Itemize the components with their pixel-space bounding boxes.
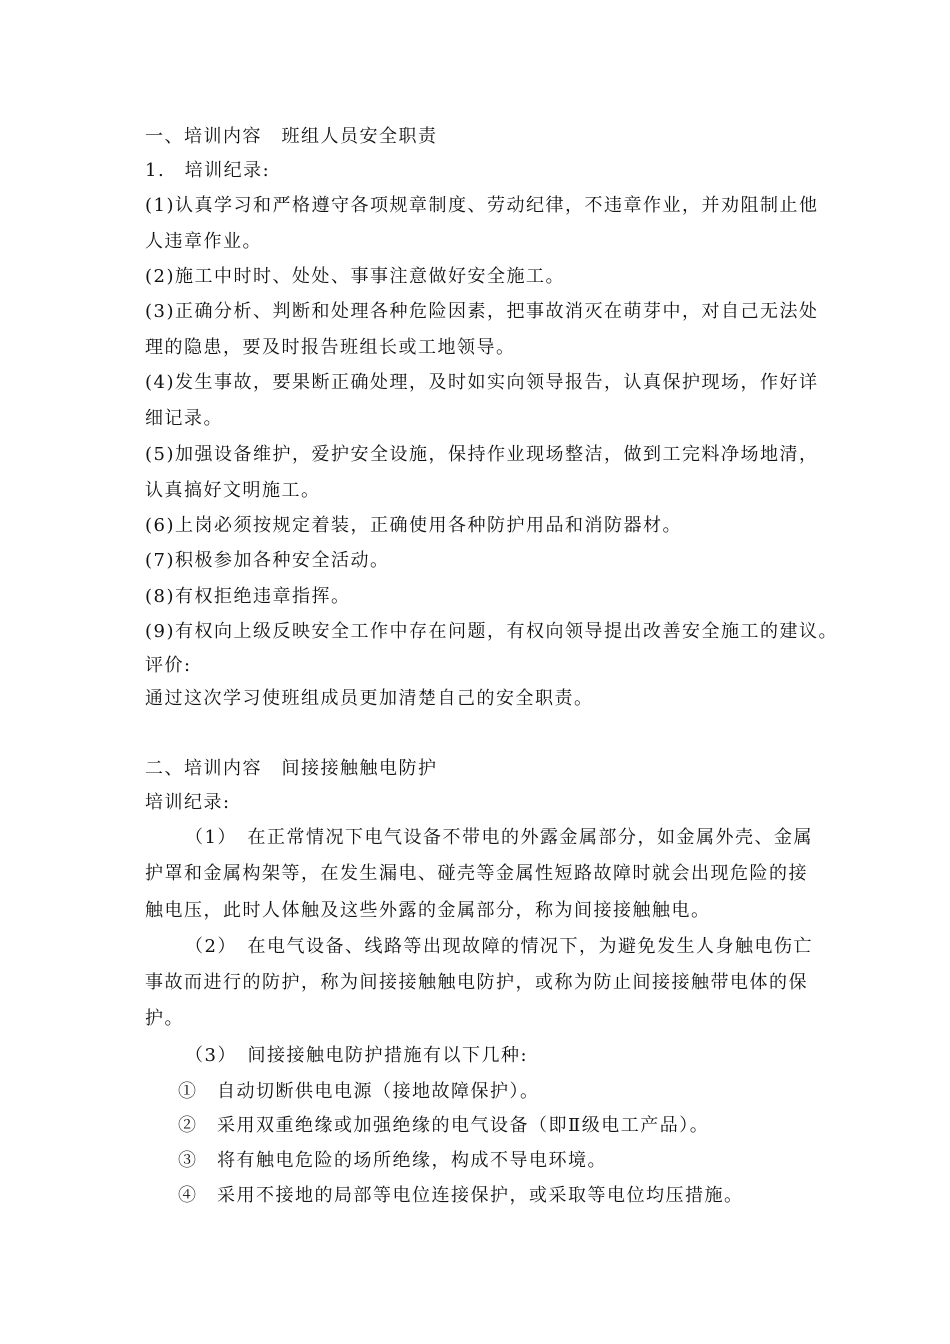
section2-line: ④ 采用不接地的局部等电位连接保护，或采取等电位均压措施。 xyxy=(178,1185,744,1206)
section2-subheading: 培训纪录: xyxy=(145,792,231,813)
section1-line: (5)加强设备维护，爱护安全设施，保持作业现场整洁，做到工完料净场地清， xyxy=(145,444,819,465)
section1-line: (8)有权拒绝违章指挥。 xyxy=(145,586,351,607)
section2-line: 护罩和金属构架等，在发生漏电、碰壳等金属性短路故障时就会出现危险的接 xyxy=(145,863,808,884)
section1-line: 理的隐患，要及时报告班组长或工地领导。 xyxy=(145,337,516,358)
section1-line: (9)有权向上级反映安全工作中存在问题，有权向领导提出改善安全施工的建议。 xyxy=(145,621,838,642)
section2-line: ② 采用双重绝缘或加强绝缘的电气设备（即Ⅱ级电工产品）。 xyxy=(178,1115,710,1136)
evaluation-label: 评价: xyxy=(145,655,192,676)
section1-subheading: 1. 培训纪录: xyxy=(145,160,271,181)
section1-line: 认真搞好文明施工。 xyxy=(145,480,321,501)
section1-line: (2)施工中时时、处处、事事注意做好安全施工。 xyxy=(145,266,565,287)
section1-line: 人违章作业。 xyxy=(145,231,262,252)
section2-heading: 二、培训内容 间接接触触电防护 xyxy=(145,758,438,779)
section2-line: ③ 将有触电危险的场所绝缘，构成不导电环境。 xyxy=(178,1150,607,1171)
section2-line: 事故而进行的防护，称为间接接触触电防护，或称为防止间接接触带电体的保 xyxy=(145,972,808,993)
section2-line: ① 自动切断供电电源（接地故障保护）。 xyxy=(178,1081,540,1102)
section2-line: （3） 间接接触电防护措施有以下几种: xyxy=(185,1045,529,1066)
section2-line: 触电压，此时人体触及这些外露的金属部分，称为间接接触触电。 xyxy=(145,900,711,921)
section1-line: (1)认真学习和严格遵守各项规章制度、劳动纪律，不违章作业，并劝阻制止他 xyxy=(145,195,819,216)
section2-line: 护。 xyxy=(145,1008,184,1029)
section1-line: (4)发生事故，要果断正确处理，及时如实向领导报告，认真保护现场，作好详 xyxy=(145,372,819,393)
section2-line: （1） 在正常情况下电气设备不带电的外露金属部分，如金属外壳、金属 xyxy=(185,827,813,848)
evaluation-text: 通过这次学习使班组成员更加清楚自己的安全职责。 xyxy=(145,688,594,709)
section2-line: （2） 在电气设备、线路等出现故障的情况下，为避免发生人身触电伤亡 xyxy=(185,936,813,957)
section1-line: (3)正确分析、判断和处理各种危险因素，把事故消灭在萌芽中，对自己无法处 xyxy=(145,301,819,322)
section1-line: (6)上岗必须按规定着装，正确使用各种防护用品和消防器材。 xyxy=(145,515,682,536)
section1-heading: 一、培训内容 班组人员安全职责 xyxy=(145,126,438,147)
section1-line: (7)积极参加各种安全活动。 xyxy=(145,550,390,571)
section1-line: 细记录。 xyxy=(145,408,223,429)
